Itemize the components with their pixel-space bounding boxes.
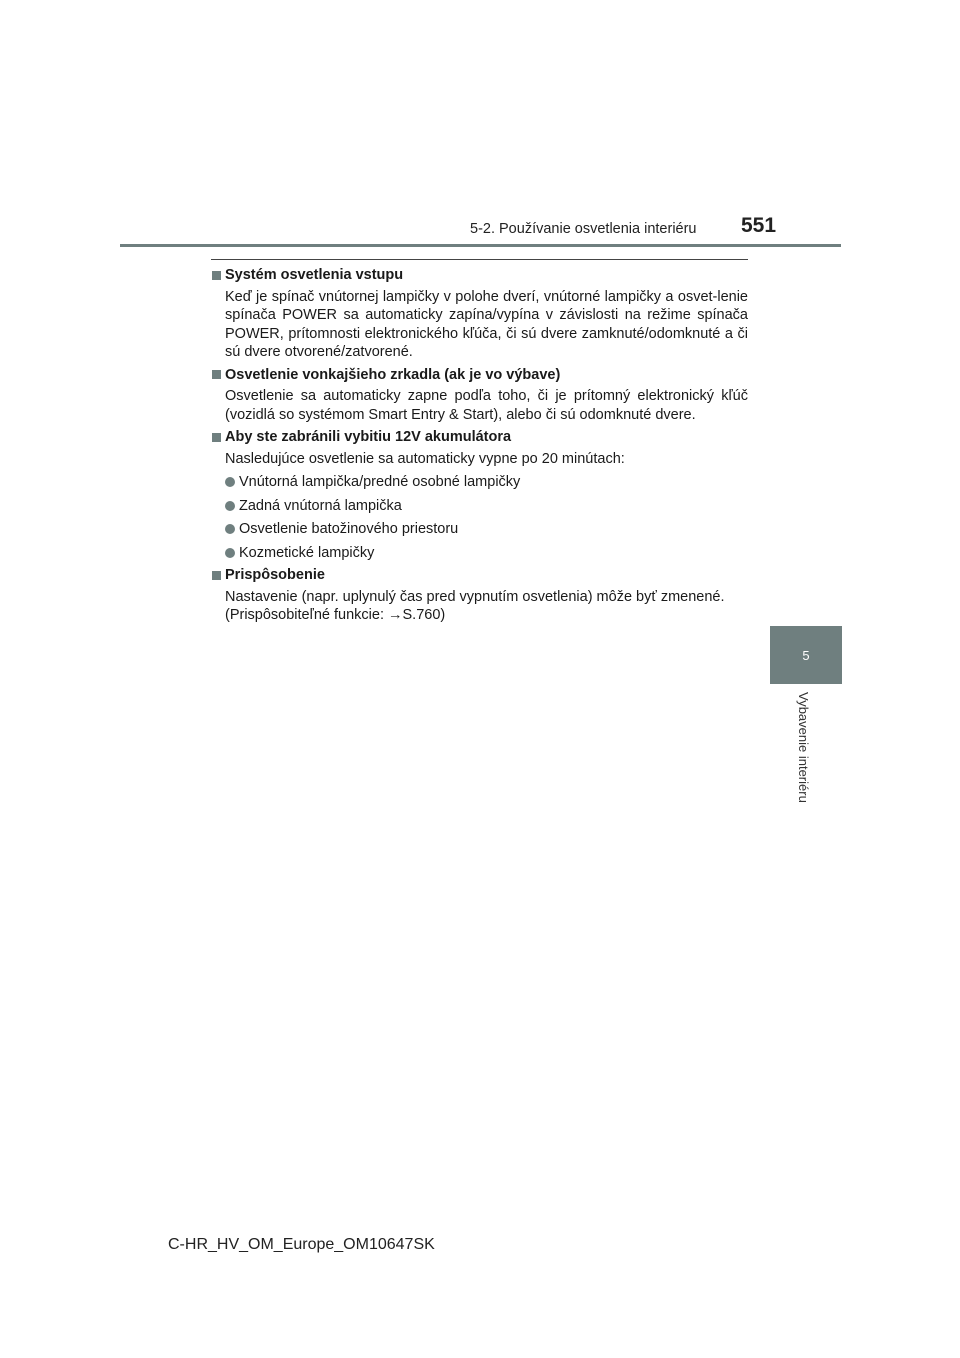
section-heading-text: Prispôsobenie <box>225 567 325 583</box>
header-section-title: 5-2. Používanie osvetlenia interiéru <box>470 221 697 237</box>
list-item <box>225 544 748 563</box>
list-item <box>225 497 748 516</box>
chapter-number: 5 <box>802 647 810 663</box>
list-item-text: Osvetlenie batožinového priestoru <box>239 521 459 537</box>
square-bullet-icon <box>212 433 221 442</box>
square-bullet-icon <box>212 370 221 379</box>
list-item <box>225 473 748 492</box>
square-bullet-icon <box>212 271 221 280</box>
circle-bullet-icon <box>225 477 235 487</box>
document-code: C-HR_HV_OM_Europe_OM10647SK <box>168 1236 435 1253</box>
circle-bullet-icon <box>225 548 235 558</box>
chapter-label: Vybavenie interiéru <box>796 692 811 803</box>
circle-bullet-icon <box>225 501 235 511</box>
circle-bullet-icon <box>225 524 235 534</box>
section-body: Nastavenie (napr. uplynulý čas pred vypnutím osvetlenia) môže byť zmenené. <box>225 588 725 605</box>
page-number: 551 <box>741 214 777 237</box>
section-body: Osvetlenie sa automaticky zapne podľa toho, či je prítomný elektronický kľúč (vozidlá so systémom Smart Entry & Start), alebo či sú odomknuté dvere. <box>225 388 748 423</box>
section-heading-text: Osvetlenie vonkajšieho zrkadla (ak je vo výbave) <box>225 366 561 383</box>
section-heading-text: Systém osvetlenia vstupu <box>225 267 404 283</box>
section-heading <box>212 566 748 585</box>
section-heading <box>212 266 748 285</box>
section-entry-lighting <box>212 266 748 362</box>
section-body: Nasledujúce osvetlenie sa automaticky vypne po 20 minútach: <box>225 450 625 467</box>
divider <box>211 259 748 260</box>
section-heading <box>212 428 748 447</box>
list-item <box>225 520 748 539</box>
section-mirror-lighting <box>212 366 748 425</box>
section-heading-text: Aby ste zabránili vybitiu 12V akumulátora <box>225 429 512 445</box>
section-heading <box>212 366 748 385</box>
main-content <box>212 266 748 629</box>
section-customization <box>212 566 748 625</box>
section-body: Keď je spínač vnútornej lampičky v polohe dverí, vnútorné lampičky a osvet-lenie spínača POWER sa automaticky zapína/vypína v závislosti na režime spínača POWER, prítomnosti elektronického kľúča, či sú dvere zamknuté/odomknuté a či sú dvere otvorené/zatvorené. <box>225 288 748 360</box>
chapter-tab[interactable] <box>770 626 842 684</box>
list-item-text: Kozmetické lampičky <box>239 544 375 561</box>
list-item-text: Vnútorná lampička/predné osobné lampičky <box>239 474 521 490</box>
header-rule <box>120 244 841 247</box>
list-item-text: Zadná vnútorná lampička <box>239 497 402 514</box>
section-battery <box>212 428 748 562</box>
square-bullet-icon <box>212 571 221 580</box>
section-reference[interactable]: (Prispôsobiteľné funkcie: →S.760) <box>225 607 446 623</box>
